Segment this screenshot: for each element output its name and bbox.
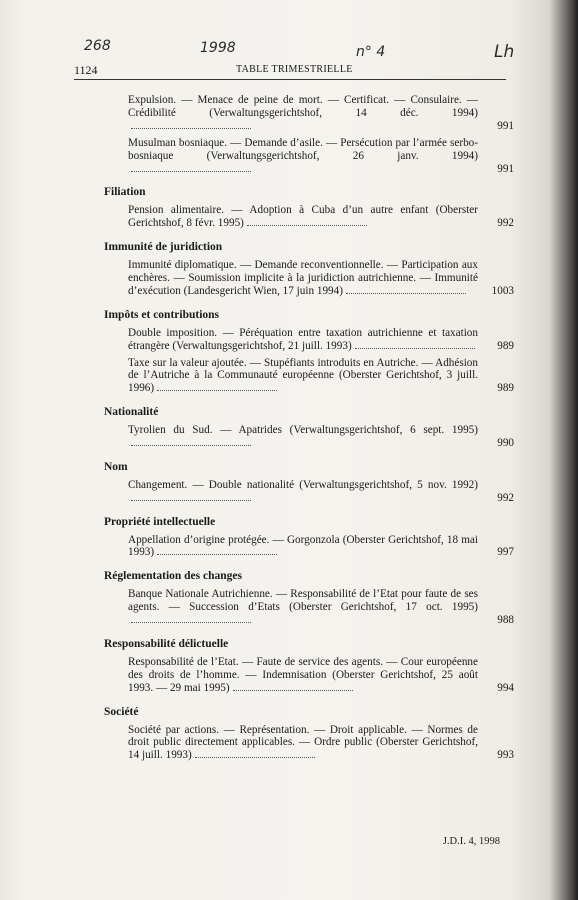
index-section xyxy=(104,706,514,763)
entry-page-number: 997 xyxy=(497,546,514,559)
entry-page-number: 992 xyxy=(497,491,514,504)
section-heading: Impôts et contributions xyxy=(104,308,220,321)
dot-leader xyxy=(157,390,277,391)
dot-leader xyxy=(355,348,475,349)
section-heading: Nom xyxy=(104,460,128,473)
index-entry xyxy=(104,204,514,230)
index-entry xyxy=(104,357,514,396)
section-heading: Nationalité xyxy=(104,406,159,419)
index-entry xyxy=(104,259,514,298)
handwritten-year: 1998 xyxy=(200,40,236,56)
index-entry xyxy=(104,327,514,353)
entry-page-number: 1003 xyxy=(491,284,514,297)
handwritten-issue: n° 4 xyxy=(356,44,386,60)
index-entry xyxy=(104,479,514,505)
index-section xyxy=(104,186,514,230)
entry-page-number: 994 xyxy=(497,681,514,694)
index-section xyxy=(104,570,514,627)
section-heading: Responsabilité délictuelle xyxy=(104,638,229,650)
dot-leader xyxy=(131,622,251,623)
entry-text: Double imposition. — Péréquation entre taxation autrichienne et taxation étrangère (Verwaltungsgerichtshof, 21 juill. 1993) xyxy=(128,326,478,352)
index-entry xyxy=(104,424,514,450)
entry-page-number: 993 xyxy=(497,749,514,762)
index-content xyxy=(104,94,514,766)
index-section xyxy=(104,406,514,450)
index-entry xyxy=(104,656,514,695)
entry-text: Tyrolien du Sud. — Apatrides (Verwaltungsgerichtshof, 6 sept. 1995) xyxy=(128,424,478,437)
header-rule xyxy=(74,79,506,80)
dot-leader xyxy=(131,128,251,129)
section-heading: Société xyxy=(104,705,139,718)
entry-text: Banque Nationale Autrichienne. — Responsabilité de l’Etat pour faute de ses agents. — Succession d’Etats (Oberster Gerichtshof, 17 oct. 1995) xyxy=(128,588,478,614)
index-section xyxy=(104,638,514,695)
index-entry xyxy=(104,534,514,560)
index-section xyxy=(104,461,514,505)
section-heading: Réglementation des changes xyxy=(104,570,242,583)
dot-leader xyxy=(157,554,277,555)
entry-page-number: 991 xyxy=(497,119,514,132)
running-title: TABLE TRIMESTRIELLE xyxy=(236,64,353,75)
dot-leader xyxy=(233,690,353,691)
section-heading: Filiation xyxy=(104,186,146,199)
index-section xyxy=(104,94,514,175)
entry-page-number: 992 xyxy=(497,217,514,230)
entry-text: Taxe sur la valeur ajoutée. — Stupéfiants introduits en Autriche. — Adhésion de l’Autriche à la Communauté européenne (Oberster Gerichtshof, 3 juill. 1996) xyxy=(128,356,478,395)
index-section xyxy=(104,241,514,298)
handwritten-corner-mark: Lh xyxy=(494,42,515,62)
dot-leader xyxy=(346,293,466,294)
section-heading: Immunité de juridiction xyxy=(104,241,223,254)
index-entry xyxy=(104,588,514,627)
dot-leader xyxy=(131,445,251,446)
entry-page-number: 988 xyxy=(497,614,514,627)
entry-page-number: 989 xyxy=(497,382,514,395)
entry-page-number: 989 xyxy=(497,339,514,352)
index-entry xyxy=(104,724,514,763)
entry-text: Appellation d’origine protégée. — Gorgonzola (Oberster Gerichtshof, 18 mai 1993) xyxy=(128,533,478,559)
dot-leader xyxy=(247,225,367,226)
index-entry xyxy=(104,94,514,133)
journal-reference: J.D.I. 4, 1998 xyxy=(442,836,500,847)
entry-text: Immunité diplomatique. — Demande reconventionnelle. — Participation aux enchères. — Soumission implicite à la juridiction autrichienne. — Immunité d’exécution (Landesgericht Wien, 17 juin 1994) xyxy=(128,259,478,297)
entry-page-number: 990 xyxy=(497,437,514,450)
index-section xyxy=(104,309,514,395)
entry-text: Changement. — Double nationalité (Verwaltungsgerichtshof, 5 nov. 1992) xyxy=(128,478,478,491)
handwritten-number-left: 268 xyxy=(84,38,111,54)
dot-leader xyxy=(131,500,251,501)
index-section xyxy=(104,516,514,560)
entry-text: Société par actions. — Représentation. — Droit applicable. — Normes de droit public directement applicables. — Ordre public (Oberster Gerichtshof, 14 juill. 1993) xyxy=(128,723,478,762)
entry-text: Responsabilité de l’Etat. — Faute de service des agents. — Cour européenne des droits de l’homme. — Indemnisation (Oberster Gerichtshof, 25 août 1993. — 29 mai 1995) xyxy=(128,655,478,694)
section-heading: Propriété intellectuelle xyxy=(104,515,216,528)
entry-text: Expulsion. — Menace de peine de mort. — Certificat. — Consulaire. — Crédibilité (Verwaltungsgerichtshof, 14 déc. 1994) xyxy=(128,94,478,119)
entry-page-number: 991 xyxy=(497,162,514,175)
dot-leader xyxy=(131,171,251,172)
page-number: 1124 xyxy=(74,63,98,77)
dot-leader xyxy=(195,757,315,758)
entry-text: Musulman bosniaque. — Demande d’asile. — Persécution par l’armée serbo-bosniaque (Verwaltungsgerichtshof, 26 janv. 1994) xyxy=(128,136,478,162)
entry-text: Pension alimentaire. — Adoption à Cuba d’un autre enfant (Oberster Gerichtshof, 8 févr. 1995) xyxy=(128,204,478,230)
index-entry xyxy=(104,137,514,176)
